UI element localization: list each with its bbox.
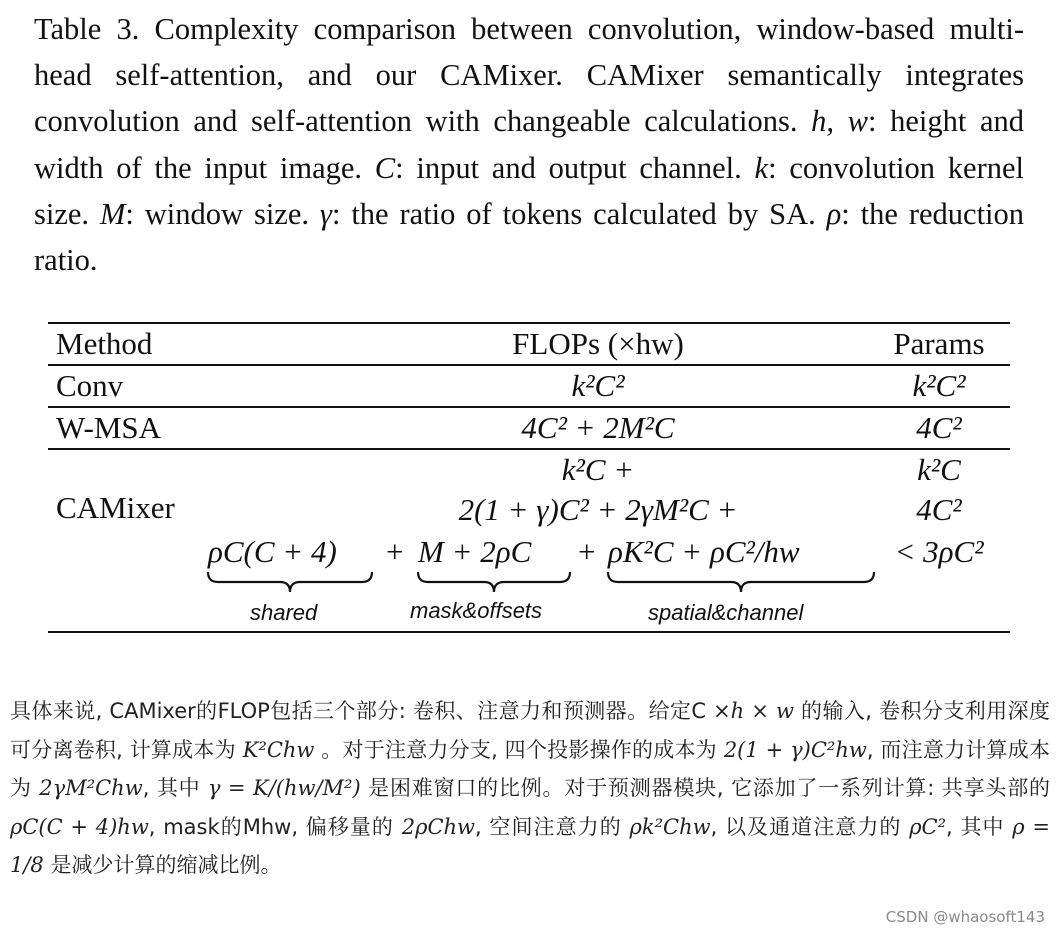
brace-spatial-channel [608, 572, 874, 592]
body-math: 2γM²Chw [39, 776, 143, 801]
table-caption [34, 6, 1024, 283]
body-math: ρk²Chw [629, 814, 711, 839]
row-camixer-flops-line2: 2(1 + γ)C² + 2γM²C + [458, 492, 738, 527]
body-text: , 其中 [946, 814, 1013, 839]
row-camixer-method: CAMixer [56, 490, 175, 525]
caption-text: Complexity comparison between convolution, window-based multi-head self-attention, and our CAMixer. CAMixer semantically integrates convolution and self-attention with changeable calculations. [34, 12, 1024, 139]
header-params: Params [893, 326, 985, 361]
body-text: 具体来说, CAMixer的FLOP包括三个部分: 卷积、注意力和预测器。给定C [10, 699, 714, 723]
flops-term-shared: ρC(C + 4) [208, 534, 337, 569]
body-text: , 其中 [142, 776, 208, 801]
flops-plus: + [576, 534, 597, 569]
body-text: , 以及通道注意力的 [710, 814, 910, 839]
body-text: 的输入, 卷积分支利用深度可分离卷积, 计算成本为 [10, 699, 1050, 762]
caption-text: : the ratio of tokens calculated by SA. [331, 196, 827, 231]
row-rule [48, 406, 1010, 408]
caption-math-rho: ρ [826, 196, 842, 231]
body-text: , mask的Mhw, 偏移量的 [148, 814, 402, 839]
body-paragraph [10, 692, 1050, 885]
row-wmsa-params: 4C² [916, 410, 962, 445]
caption-text: : input and output channel. [395, 150, 755, 185]
row-camixer-flops-line1: k²C + [561, 452, 635, 487]
body-math: ρ = 1/8 [10, 814, 1050, 878]
caption-math-m: M [99, 196, 126, 231]
header-flops: FLOPs (×hw) [512, 326, 684, 361]
caption-math-hw: h, w [811, 104, 868, 139]
row-conv-flops: k²C² [571, 368, 625, 403]
header-rule [48, 364, 1010, 366]
body-text: 是困难窗口的比例。对于预测器模块, 它添加了一系列计算: 共享头部的 [360, 776, 1050, 801]
complexity-table [48, 322, 1010, 634]
header-method: Method [56, 326, 153, 361]
caption-text: : the reduction ratio. [34, 196, 1025, 278]
body-math: ρC(C + 4)hw [10, 814, 149, 839]
caption-text: : window size. [125, 196, 320, 231]
body-text: 。对于注意力分支, 四个投影操作的成本为 [314, 737, 724, 762]
brace-shared [208, 572, 372, 592]
caption-text: : convolution kernel size. [34, 150, 1024, 231]
caption-math-gamma: γ [319, 196, 332, 231]
body-math: ρC² [909, 814, 947, 839]
brace-label-spatial-channel: spatial&channel [648, 600, 804, 625]
row-conv-params: k²C² [912, 368, 966, 403]
flops-plus: + [384, 534, 405, 569]
row-rule [48, 448, 1010, 450]
bottom-rule [48, 631, 1010, 633]
body-math: ×h × w [713, 699, 794, 723]
top-rule [48, 322, 1010, 324]
row-wmsa-flops: 4C² + 2M²C [521, 410, 675, 445]
body-text: , 空间注意力的 [475, 814, 630, 839]
body-math: K²Chw [242, 737, 315, 762]
flops-term-mask-offsets: M + 2ρC [418, 534, 532, 569]
brace-label-shared: shared [250, 600, 318, 625]
body-math: 2ρChw [401, 814, 476, 839]
caption-math-k: k [754, 150, 769, 185]
row-camixer-params-line1: k²C [917, 452, 961, 487]
body-math: 2(1 + γ)C²hw [723, 737, 867, 762]
body-math: γ = K/(hw/M²) [207, 776, 361, 801]
caption-label: Table 3. [34, 12, 140, 46]
row-conv-method: Conv [56, 368, 124, 403]
brace-mask-offsets [418, 572, 570, 592]
brace-label-mask-offsets: mask&offsets [410, 598, 543, 623]
row-wmsa-method: W-MSA [56, 410, 162, 445]
body-text: , 而注意力计算成本为 [10, 737, 1051, 801]
flops-term-spatial-channel: ρK²C + ρC²/hw [608, 534, 800, 569]
body-text: 是减少计算的缩减比例。 [43, 853, 282, 878]
csdn-watermark: CSDN @whaosoft143 [885, 908, 1045, 926]
caption-text: : height and width of the input image. [34, 104, 1025, 185]
row-camixer-params-line2: 4C² [916, 492, 962, 527]
row-camixer-params-line3: < 3ρC² [894, 534, 984, 569]
caption-math-c: C [374, 150, 396, 185]
